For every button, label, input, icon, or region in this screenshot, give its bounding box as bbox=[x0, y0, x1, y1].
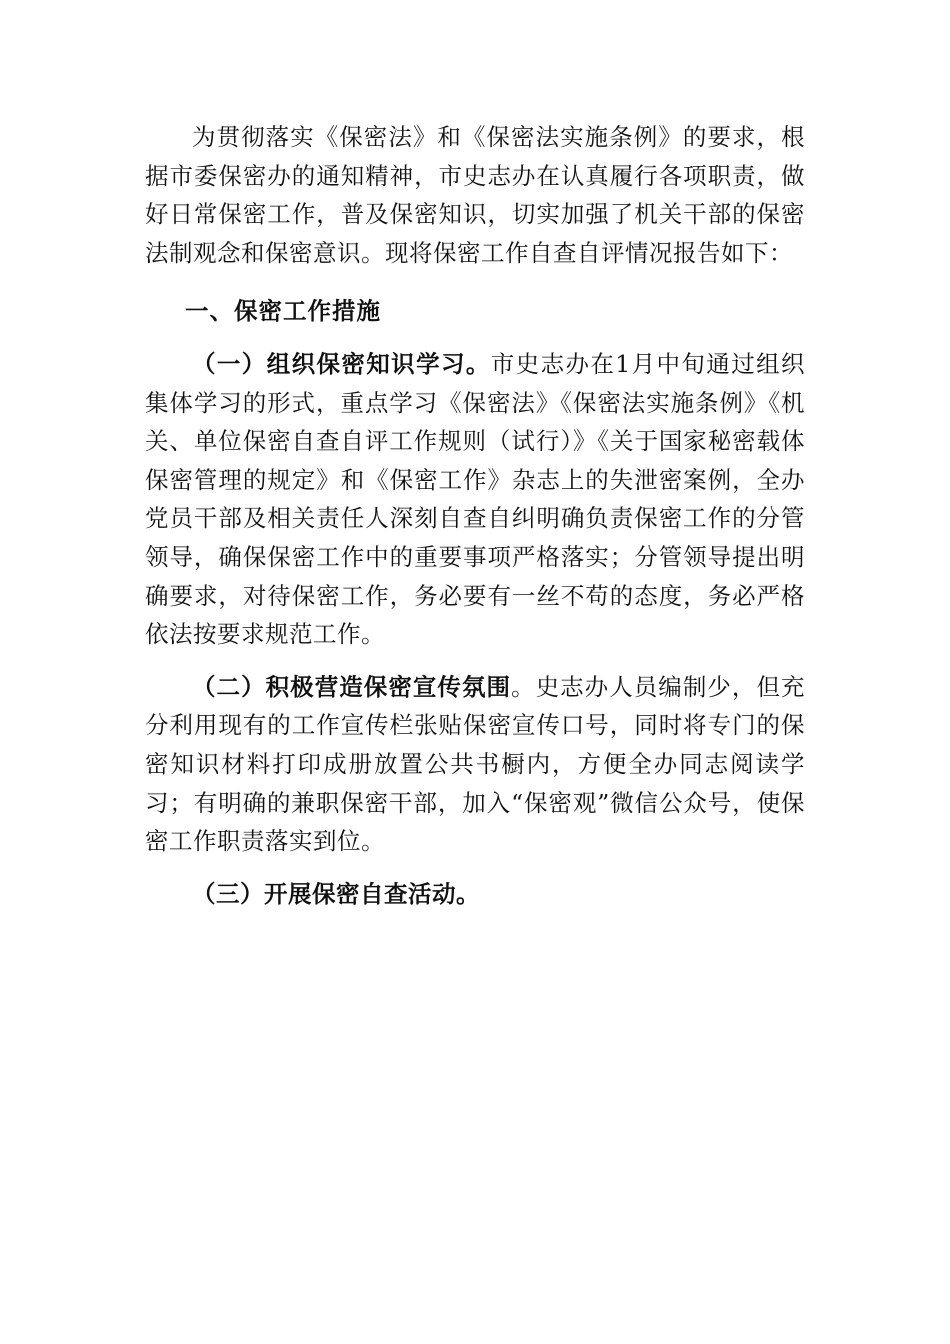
spacer bbox=[145, 654, 805, 668]
item-2-title: （二）积极营造保密宣传氛围 bbox=[192, 672, 512, 701]
item-3-title: （三）开展保密自查活动。 bbox=[192, 879, 480, 908]
item-2-body: 。史志办人员编制少，但充分利用现有的工作宣传栏张贴保密宣传口号，同时将专门的保密知识材料打印成册放置公共书橱内，方便全办同志阅读学习；有明确的兼职保密干部，加入“保密观”微信公众号，使保密工作职责落实到位。 bbox=[145, 672, 806, 856]
item-2-paragraph bbox=[145, 668, 805, 861]
spacer bbox=[145, 331, 805, 345]
item-1-body: 市史志办在1月中旬通过组织集体学习的形式，重点学习《保密法》《保密法实施条例》《机关、单位保密自查自评工作规则（试行）》《关于国家秘密载体保密管理的规定》和《保密工作》杂志上的失泄密案例，全办党员干部及相关责任人深刻自查自纠明确负责保密工作的分管领导，确保保密工作中的重要事项严格落实；分管领导提出明确要求，对待保密工作，务必要有一丝不苟的态度，务必严格依法按要求规范工作。 bbox=[145, 349, 806, 649]
document-page bbox=[145, 118, 805, 913]
spacer bbox=[145, 861, 805, 875]
spacer bbox=[145, 272, 805, 292]
section-heading: 一、保密工作措施 bbox=[185, 297, 381, 326]
item-1-title: （一）组织保密知识学习。 bbox=[192, 349, 491, 378]
intro-paragraph: 为贯彻落实《保密法》和《保密法实施条例》的要求，根据市委保密办的通知精神，市史志办在认真履行各项职责，做好日常保密工作，普及保密知识，切实加强了机关干部的保密法制观念和保密意识。现将保密工作自查自评情况报告如下： bbox=[145, 123, 805, 267]
item-1-paragraph bbox=[145, 345, 805, 654]
item-3-paragraph bbox=[145, 875, 805, 914]
